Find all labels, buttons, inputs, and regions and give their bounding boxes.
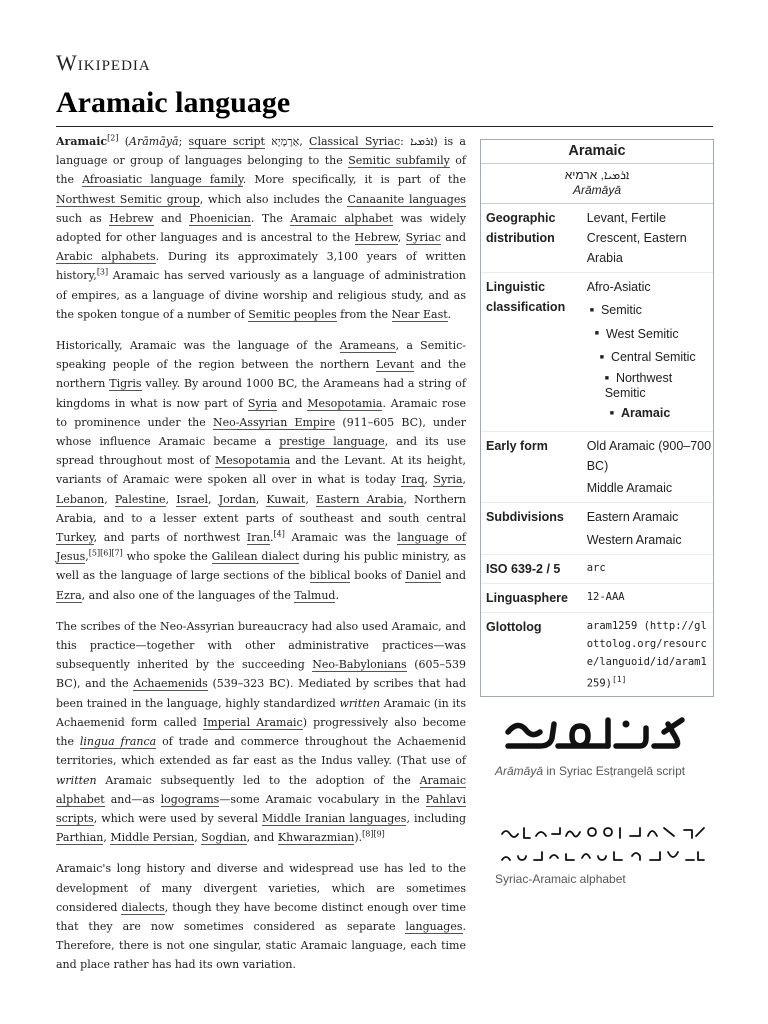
text: and [153,211,190,225]
text: , though they have become distinct enough over time that they are now sometimes considered as separate [56,900,466,933]
list-item[interactable]: ■ West Semitic [595,324,713,345]
infobox-row-geo [481,204,713,273]
text: and the Levant. At its height, variants of Aramaic were spoken all over in what is today [56,454,466,487]
paragraph-3 [56,617,466,847]
link[interactable]: Achaemenids [133,677,208,691]
value-line[interactable]: Western Aramaic [586,532,682,547]
text: ; [178,135,189,148]
caption-italic: Arāmāyā [495,764,544,778]
text: , [299,135,310,148]
link[interactable]: Kuwait [266,492,306,506]
link[interactable]: dialects [121,900,165,914]
text: was widely adopted for other languages and is ancestral to the [56,211,466,245]
row-value [587,507,713,550]
text: valley. By around 1000 BC, the Arameans had a string of kingdoms in what is now part of [56,377,466,410]
paragraph-1 [56,132,466,324]
citation[interactable]: [8][9] [362,829,385,839]
text: ) progressively also become the [56,715,466,749]
row-label: Glottolog [486,619,542,634]
link[interactable]: Talmud [294,588,336,602]
text: of trade and commerce throughout the Achaemenid territories, which extended as far east as the Indus valley. (That use of [56,735,467,768]
citation[interactable]: [4] [273,529,285,539]
link[interactable]: Syriac [405,231,441,245]
citation[interactable]: [3] [96,267,109,277]
wikipedia-wordmark[interactable] [56,50,151,76]
link[interactable]: Afroasiatic language family [82,173,243,187]
text: , [85,550,89,564]
row-label: Linguasphere [486,590,568,605]
citation[interactable]: [2] [107,133,119,143]
text: , [255,492,267,506]
text: , [462,473,467,487]
classification-tree [587,300,713,424]
text: written [56,773,97,787]
paragraph-4 [56,859,466,974]
text: and [277,396,308,410]
row-label: Subdivisions [486,509,564,524]
text: , which also includes the [199,192,348,206]
text: , and [246,831,278,845]
infobox-row-linguasphere [481,584,713,613]
row-value [587,436,713,498]
text: . Therefore, there is not one singular, static Aramaic language, each time and place rather has had its own variation. [56,919,466,972]
link[interactable]: Tigris [109,377,142,391]
row-label: Geographic distribution [486,211,556,245]
text: Aramaic subsequently led to the adoption of the [96,773,420,787]
text: , including [406,811,467,825]
infobox-row-iso [481,555,713,584]
link[interactable]: Galilean dialect [211,550,300,564]
link[interactable]: Middle Persian [110,831,195,845]
text: , and also one of the languages of the [81,588,295,602]
link[interactable]: Daniel [405,569,442,583]
syriac-alphabet-image [496,822,710,866]
infobox-native-name [481,164,713,204]
link[interactable]: biblical [309,569,351,583]
bold-term: Aramaic [56,135,108,148]
row-label: ISO 639-2 / 5 [486,561,561,576]
link[interactable]: Jordan [218,492,256,506]
link[interactable]: Syria [433,473,463,487]
link[interactable]: Aramaic alphabet [56,773,466,806]
link[interactable]: Canaanite languages [347,192,466,206]
link[interactable]: Aramaic alphabet [290,211,394,225]
text: The scribes of the Neo-Assyrian bureaucracy had also used Aramaic, and this practice—together with other administrative practices—was subsequently inherited by the succeeding [56,619,466,672]
link[interactable]: Classical Syriac [309,135,401,148]
link[interactable]: Semitic subfamily [348,154,450,168]
link[interactable]: Neo-Assyrian Empire [212,415,336,429]
infobox-row-early-form [481,432,713,503]
link[interactable]: square script [188,135,265,148]
row-value [587,617,713,693]
paragraph-2 [56,336,466,605]
text: , and parts of northwest [93,531,247,545]
text: ( [118,135,130,148]
list-item[interactable]: ■ Central Semitic [600,347,713,368]
text: . [447,307,452,321]
row-value [587,277,713,427]
link[interactable]: Hebrew [354,231,398,245]
figure-caption [495,764,685,778]
link[interactable]: Semitic peoples [248,307,337,321]
citation[interactable]: [1] [612,674,627,684]
link[interactable]: Phoenician [189,211,251,225]
text: , [104,492,115,506]
value-line[interactable]: Eastern Aramaic [586,509,679,524]
text: . More specifically, it is part of the [242,173,467,187]
link[interactable]: Arameans [339,339,396,353]
text: . During its approximately 3,100 years of written history, [56,250,466,283]
text: אַרָמָיָא [264,135,300,148]
infobox [480,139,714,697]
row-value[interactable]: arc [586,561,606,574]
link[interactable]: Sogdian [201,831,247,845]
link[interactable]: Hebrew [109,211,154,225]
link[interactable]: Parthian [56,831,104,845]
glottolog-link[interactable]: aram1259 (http://glottolog.org/resource/languoid/id/aram1259) [586,619,707,690]
link[interactable]: Iraq [401,473,425,487]
text: who spoke the [122,550,212,564]
link[interactable]: Ezra [56,588,82,602]
link[interactable]: logograms [160,792,220,806]
text: ) is a language or group of languages belonging to the [56,135,466,168]
text: Aramaic has served variously as a language of administration of empires, as a language of divine worship and religious study, and as the spoken tongue of a number of [56,269,466,321]
text: (911–605 BC), under whose influence Aramaic became a [56,415,466,449]
link[interactable]: Lebanon [56,492,105,506]
classification-root[interactable]: Afro-Asiatic [586,280,651,294]
citation[interactable]: [5][6][7] [88,548,123,558]
link[interactable]: lingua franca [79,735,157,749]
text: , [208,492,219,506]
text: Arāmāyā [129,135,179,148]
text: and—as [104,792,161,806]
text: , and its use spread throughout most of [56,435,466,468]
link[interactable]: Iran [246,531,271,545]
text: Historically, Aramaic was the language of the [56,339,340,353]
text: , Northern Arabia, and to a lesser extent parts of southeast and south central [56,492,467,525]
link[interactable]: Palestine [114,492,166,506]
text: , [165,492,177,506]
link[interactable]: Pahlavi scripts [56,792,466,825]
link[interactable]: language of Jesus [56,531,466,564]
text: , [305,492,316,506]
text: . [270,531,274,545]
link[interactable]: Near East [391,307,448,321]
link[interactable]: Neo-Babylonians [312,658,407,672]
link[interactable]: Syria [247,396,277,410]
list-item: ■ Aramaic [610,403,713,424]
row-value[interactable]: Levant, Fertile Crescent, Eastern Arabia [586,211,687,265]
link[interactable]: Arabic alphabets [56,250,156,264]
text: , [194,831,202,845]
link[interactable]: Turkey [56,531,94,545]
infobox-row-classification [481,273,713,432]
link[interactable]: languages [405,919,463,933]
page-title: Aramaic language [56,86,291,119]
text: , a Semitic-speaking people of the region between the northern [56,339,466,372]
text: Aramaic's long history and diverse and widespread use has led to the development of many divergent varieties, which are sometimes considered [56,862,466,914]
text: during his public ministry, as well as the language of large sections of the [56,550,467,583]
list-item[interactable]: ■ Semitic [590,300,713,321]
text: books of [350,569,406,583]
link[interactable]: Eastern Arabia [315,492,404,506]
text: and [440,231,466,245]
link[interactable]: Levant [375,358,415,372]
row-value[interactable]: 12-AAA [586,590,625,603]
text: , [424,473,434,487]
link[interactable]: prestige language [279,435,385,449]
link[interactable]: Israel [176,492,209,506]
text: and [441,569,466,583]
link[interactable]: Mesopotamia [307,396,383,410]
text: ). [354,831,363,845]
wordmark-text: Wikipedia [56,50,151,75]
list-item[interactable]: ■ Northwest Semitic [605,371,713,400]
caption-text: in Syriac Esṭrangelā script [543,764,686,778]
native-translit: Arāmāyā [572,183,622,197]
text: . Aramaic rose to prominence under the [56,396,467,429]
text: —some Aramaic vocabulary in the [219,792,426,806]
text: such as [56,211,110,225]
link[interactable]: Mesopotamia [215,454,291,468]
article-body [56,132,466,987]
text: Aramaic was the [284,531,398,545]
link[interactable]: Northwest Semitic group [56,192,200,206]
value-line[interactable]: Old Aramaic (900–700 BC) [586,438,712,473]
text: Aramaic (in its Achaemenid form called [56,696,466,729]
text: , [103,831,111,845]
text: and the northern [56,358,466,391]
link[interactable]: Imperial Aramaic [202,715,303,729]
link[interactable]: Khwarazmian [277,831,355,845]
title-divider [56,126,713,127]
text: : ܐܪܡܝܐ [400,135,434,148]
row-label: Early form [486,438,548,453]
text: , [397,231,406,245]
native-script: ܐܪܡܝܐ, ארמיא [564,168,630,182]
text: . The [250,211,291,225]
text: of the [56,154,466,187]
text: (605–539 BC), and the [56,658,466,691]
infobox-row-subdivisions [481,503,713,555]
figure-caption: Syriac-Aramaic alphabet [495,872,626,886]
link[interactable]: Middle Iranian languages [262,811,407,825]
infobox-row-glottolog [481,613,713,697]
syriac-estrangela-image [496,708,686,754]
text: , which were used by several [93,811,263,825]
text: from the [336,307,392,321]
text: (539–323 BC). Mediated by scribes that had been trained in the language, highly standardized [56,677,466,710]
value-line[interactable]: Middle Aramaic [586,480,673,495]
infobox-title: Aramaic [481,140,713,164]
text: written [339,696,381,710]
text: . [335,588,339,602]
row-label: Linguistic classification [486,280,566,314]
